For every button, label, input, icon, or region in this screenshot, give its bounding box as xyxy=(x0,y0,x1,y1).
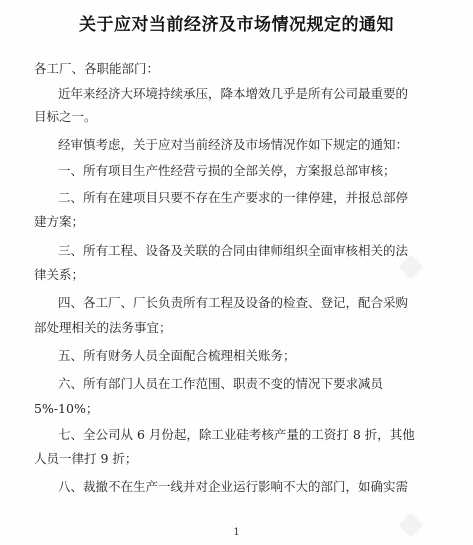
item-8-line-1: 八、裁撤不在生产一线并对企业运行影响不大的部门，如确实需 xyxy=(58,479,409,494)
item-5-line-1: 五、所有财务人员全面配合梳理相关账务； xyxy=(58,348,296,363)
item-4-line-2: 部处理相关的法务事宜； xyxy=(34,320,172,335)
item-6-line-1: 六、所有部门人员在工作范围、职责不变的情况下要求减员 xyxy=(58,376,384,391)
item-2-line-1: 二、所有在建项目只要不存在生产要求的一律停建，并报总部停 xyxy=(58,190,409,205)
page-number: 1 xyxy=(233,527,240,538)
intro-line-2: 目标之一。 xyxy=(34,109,97,124)
item-3-line-1: 三、所有工程、设备及关联的合同由律师组织全面审核相关的法 xyxy=(58,243,409,258)
document-title: 关于应对当前经济及市场情况规定的通知 xyxy=(79,15,394,35)
item-4-line-1: 四、各工厂、厂长负责所有工程及设备的检查、登记，配合采购 xyxy=(58,295,409,310)
item-7-line-1: 七、全公司从 6 月份起，除工业硅考核产量的工资打 8 折，其他 xyxy=(58,427,415,442)
item-7-line-2: 人员一律打 9 折； xyxy=(34,451,138,466)
salutation: 各工厂、各职能部门： xyxy=(34,61,160,76)
item-6-line-2: 5%-10%； xyxy=(34,401,99,416)
intro-line-3: 经审慎考虑，关于应对当前经济及市场情况作如下规定的通知： xyxy=(58,137,409,152)
item-2-line-2: 建方案； xyxy=(34,214,85,229)
intro-line-1: 近年来经济大环境持续承压，降本增效几乎是所有公司最重要的 xyxy=(58,86,409,101)
item-1-line-1: 一、所有项目生产性经营亏损的全部关停，方案报总部审核； xyxy=(58,163,396,178)
item-3-line-2: 律关系； xyxy=(34,267,85,282)
